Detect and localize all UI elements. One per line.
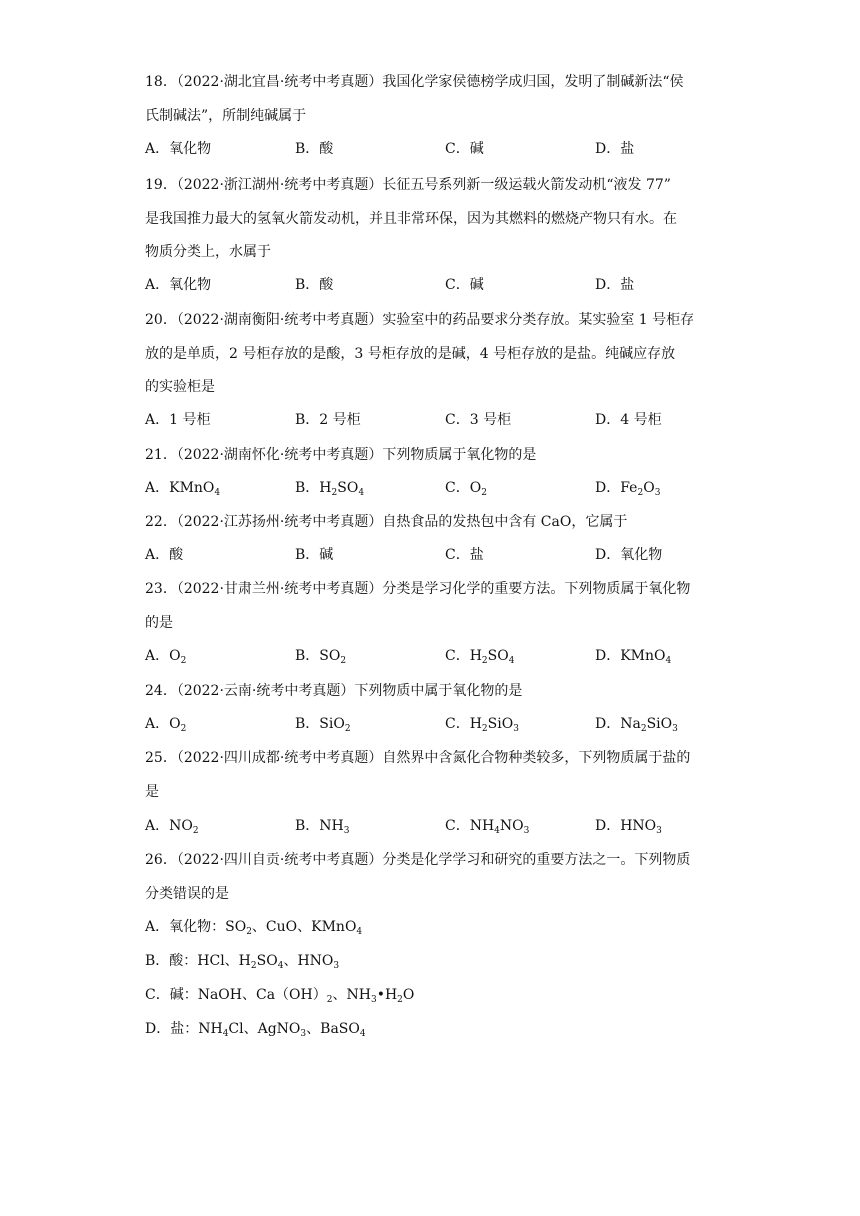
answer-option-b: B．$SO_2$ <box>295 648 347 666</box>
answer-option-d: D．盐 <box>595 277 635 293</box>
question-stem-line: 分类错误的是 <box>145 886 229 902</box>
answer-option-a: A．$NO_2$ <box>145 818 199 836</box>
answer-option-a: A．酸 <box>145 547 184 563</box>
question-stem-line: 20．（2022·湖南衡阳·统考中考真题）实验室中的药品要求分类存放。某实验室 1 号柜存 <box>145 312 695 328</box>
answer-option-c: C．盐 <box>445 547 484 563</box>
question-stem-line: 21．（2022·湖南怀化·统考中考真题）下列物质属于氧化物的是 <box>145 447 537 463</box>
answer-option-c: C．$H_2SiO_3$ <box>445 716 519 734</box>
question-stem-line: 的实验柜是 <box>145 379 215 395</box>
answer-option-d: D．KMnO$_4$ <box>595 648 672 666</box>
answer-option-c: C．碱 <box>445 277 484 293</box>
answer-option-d: D．盐：$NH_4Cl$、AgNO$_3$、BaSO$_4$ <box>145 1021 366 1039</box>
question-stem-line: 19．（2022·浙江湖州·统考中考真题）长征五号系列新一级运载火箭发动机“液发 77” <box>145 177 671 193</box>
answer-option-a: A．KMnO$_4$ <box>145 480 221 498</box>
answer-option-b: B．2 号柜 <box>295 412 361 428</box>
answer-option-d: D．氧化物 <box>595 547 663 563</box>
question-stem-line: 物质分类上，水属于 <box>145 244 271 260</box>
question-stem-line: 是我国推力最大的氢氧火箭发动机，并且非常环保，因为其燃料的燃烧产物只有水。在 <box>145 211 677 227</box>
answer-option-a: A．$O_2$ <box>145 716 187 734</box>
question-stem-line: 24．（2022·云南·统考中考真题）下列物质中属于氧化物的是 <box>145 683 523 699</box>
answer-option-b: B．酸：HCl、$H_2SO_4$、$HNO_3$ <box>145 953 340 971</box>
question-stem-line: 是 <box>145 784 159 800</box>
answer-option-c: C．$O_2$ <box>445 480 487 498</box>
answer-option-b: B．SiO$_2$ <box>295 716 351 734</box>
answer-option-a: A．$O_2$ <box>145 648 187 666</box>
answer-option-b: B．碱 <box>295 547 334 563</box>
answer-option-b: B．$NH_3$ <box>295 818 350 836</box>
question-stem-line: 的是 <box>145 615 173 631</box>
question-stem-line: 26．（2022·四川自贡·统考中考真题）分类是化学学习和研究的重要方法之一。下列物质 <box>145 852 691 868</box>
answer-option-b: B．酸 <box>295 277 334 293</box>
answer-option-a: A．氧化物：$SO_2$、CuO、KMnO$_4$ <box>145 919 363 937</box>
question-stem-line: 25．（2022·四川成都·统考中考真题）自然界中含氮化合物种类较多，下列物质属于盐的 <box>145 750 691 766</box>
answer-option-b: B．$H_2SO_4$ <box>295 480 365 498</box>
answer-option-c: C．碱：NaOH、$Ca(OH)_2$、$NH_3•H_2O$ <box>145 987 415 1005</box>
answer-option-d: D．盐 <box>595 141 635 157</box>
answer-option-a: A．1 号柜 <box>145 412 211 428</box>
answer-option-d: D．$HNO_3$ <box>595 818 662 836</box>
answer-option-b: B．酸 <box>295 141 334 157</box>
answer-option-c: C．$NH_4NO_3$ <box>445 818 530 836</box>
question-stem-line: 放的是单质，2 号柜存放的是酸，3 号柜存放的是碱，4 号柜存放的是盐。纯碱应存放 <box>145 346 676 362</box>
answer-option-d: D．$Na_2SiO_3$ <box>595 716 678 734</box>
question-stem-line: 氏制碱法”，所制纯碱属于 <box>145 108 307 124</box>
answer-option-a: A．氧化物 <box>145 277 212 293</box>
answer-option-c: C．碱 <box>445 141 484 157</box>
question-stem-line: 22．（2022·江苏扬州·统考中考真题）自热食品的发热包中含有 CaO，它属于 <box>145 514 628 530</box>
answer-option-c: C．3 号柜 <box>445 412 512 428</box>
question-stem-line: 23．（2022·甘肃兰州·统考中考真题）分类是学习化学的重要方法。下列物质属于氧化物 <box>145 581 691 597</box>
answer-option-a: A．氧化物 <box>145 141 212 157</box>
answer-option-d: D．4 号柜 <box>595 412 662 428</box>
answer-option-c: C．$H_2SO_4$ <box>445 648 515 666</box>
answer-option-d: D．$Fe_2O_3$ <box>595 480 661 498</box>
question-stem-line: 18．（2022·湖北宜昌·统考中考真题）我国化学家侯德榜学成归国，发明了制碱新法“侯 <box>145 74 684 90</box>
